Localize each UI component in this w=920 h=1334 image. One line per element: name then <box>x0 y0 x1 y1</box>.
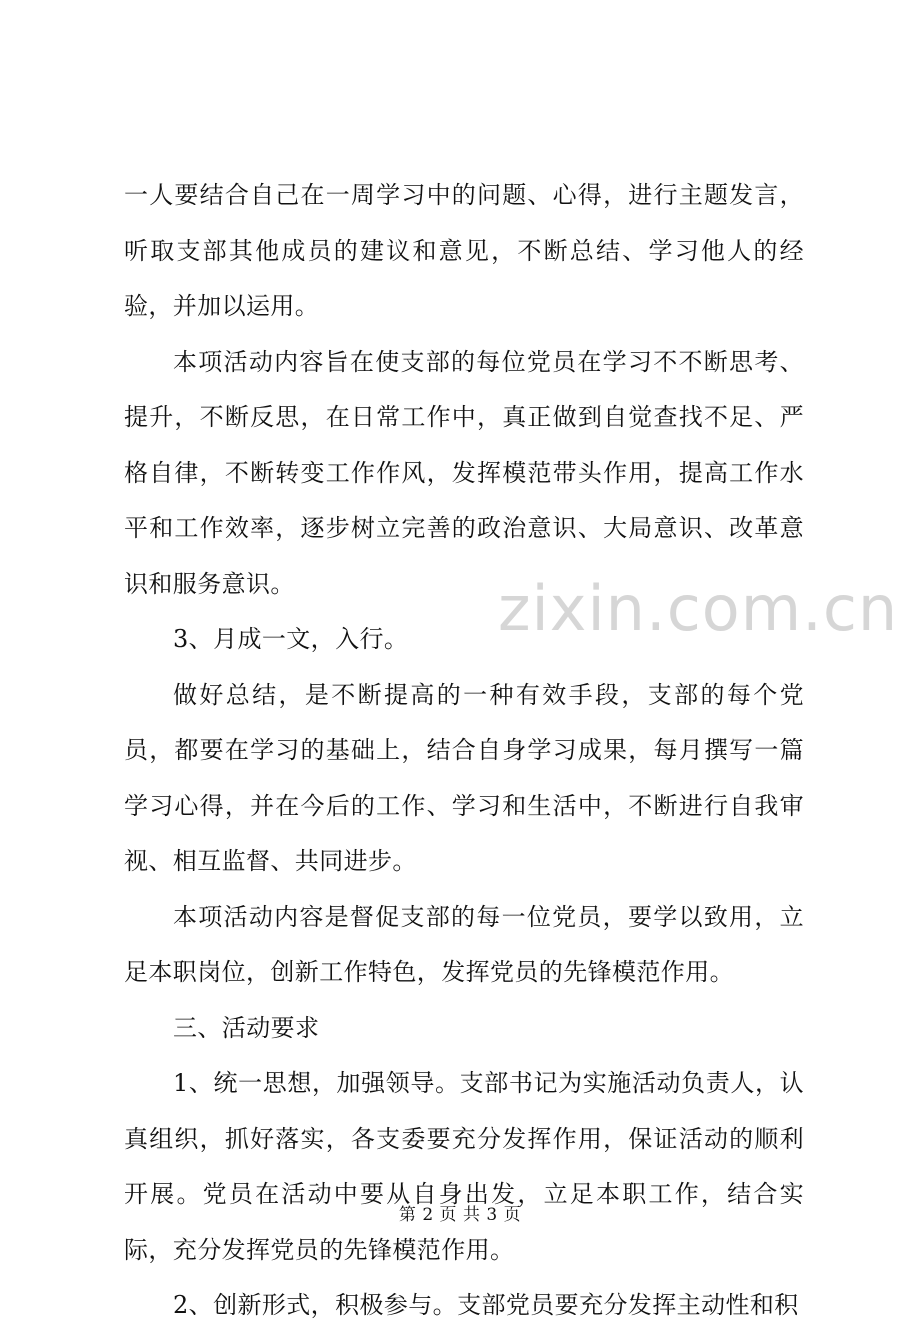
paragraph-4: 做好总结，是不断提高的一种有效手段，支部的每个党员，都要在学习的基础上，结合自身学习成果，每月撰写一篇学习心得，并在今后的工作、学习和生活中，不断进行自我审视、相互监督、共同进步。 <box>124 680 804 875</box>
page-footer: 第 2 页 共 3 页 <box>398 1205 522 1225</box>
paragraph-5: 本项活动内容是督促支部的每一位党员，要学以致用，立足本职岗位，创新工作特色，发挥党员的先锋模范作用。 <box>124 902 804 986</box>
section-heading: 三、活动要求 <box>173 1013 320 1042</box>
document-body <box>124 168 804 1334</box>
watermark: zixin.com.cn <box>498 572 899 645</box>
paragraph-7: 1、统一思想，加强领导。支部书记为实施活动负责人，认真组织，抓好落实，各支委要充分发挥作用，保证活动的顺利开展。党员在活动中要从自身出发，立足本职工作，结合实际，充分发挥党员的先锋模范作用。 <box>124 1069 804 1264</box>
paragraph-1: 一人要结合自己在一周学习中的问题、心得，进行主题发言，听取支部其他成员的建议和意见，不断总结、学习他人的经验，并加以运用。 <box>124 181 804 320</box>
paragraph-8: 2、创新形式，积极参与。支部党员要充分发挥主动性和积 <box>173 1291 799 1319</box>
paragraph-3-heading: 3、月成一文，入行。 <box>173 625 409 653</box>
paragraph-2: 本项活动内容旨在使支部的每位党员在学习不不断思考、提升，不断反思，在日常工作中，真正做到自觉查找不足、严格自律，不断转变工作作风，发挥模范带头作用，提高工作水平和工作效率，逐步树立完善的政治意识、大局意识、改革意识和服务意识。 <box>124 347 804 598</box>
